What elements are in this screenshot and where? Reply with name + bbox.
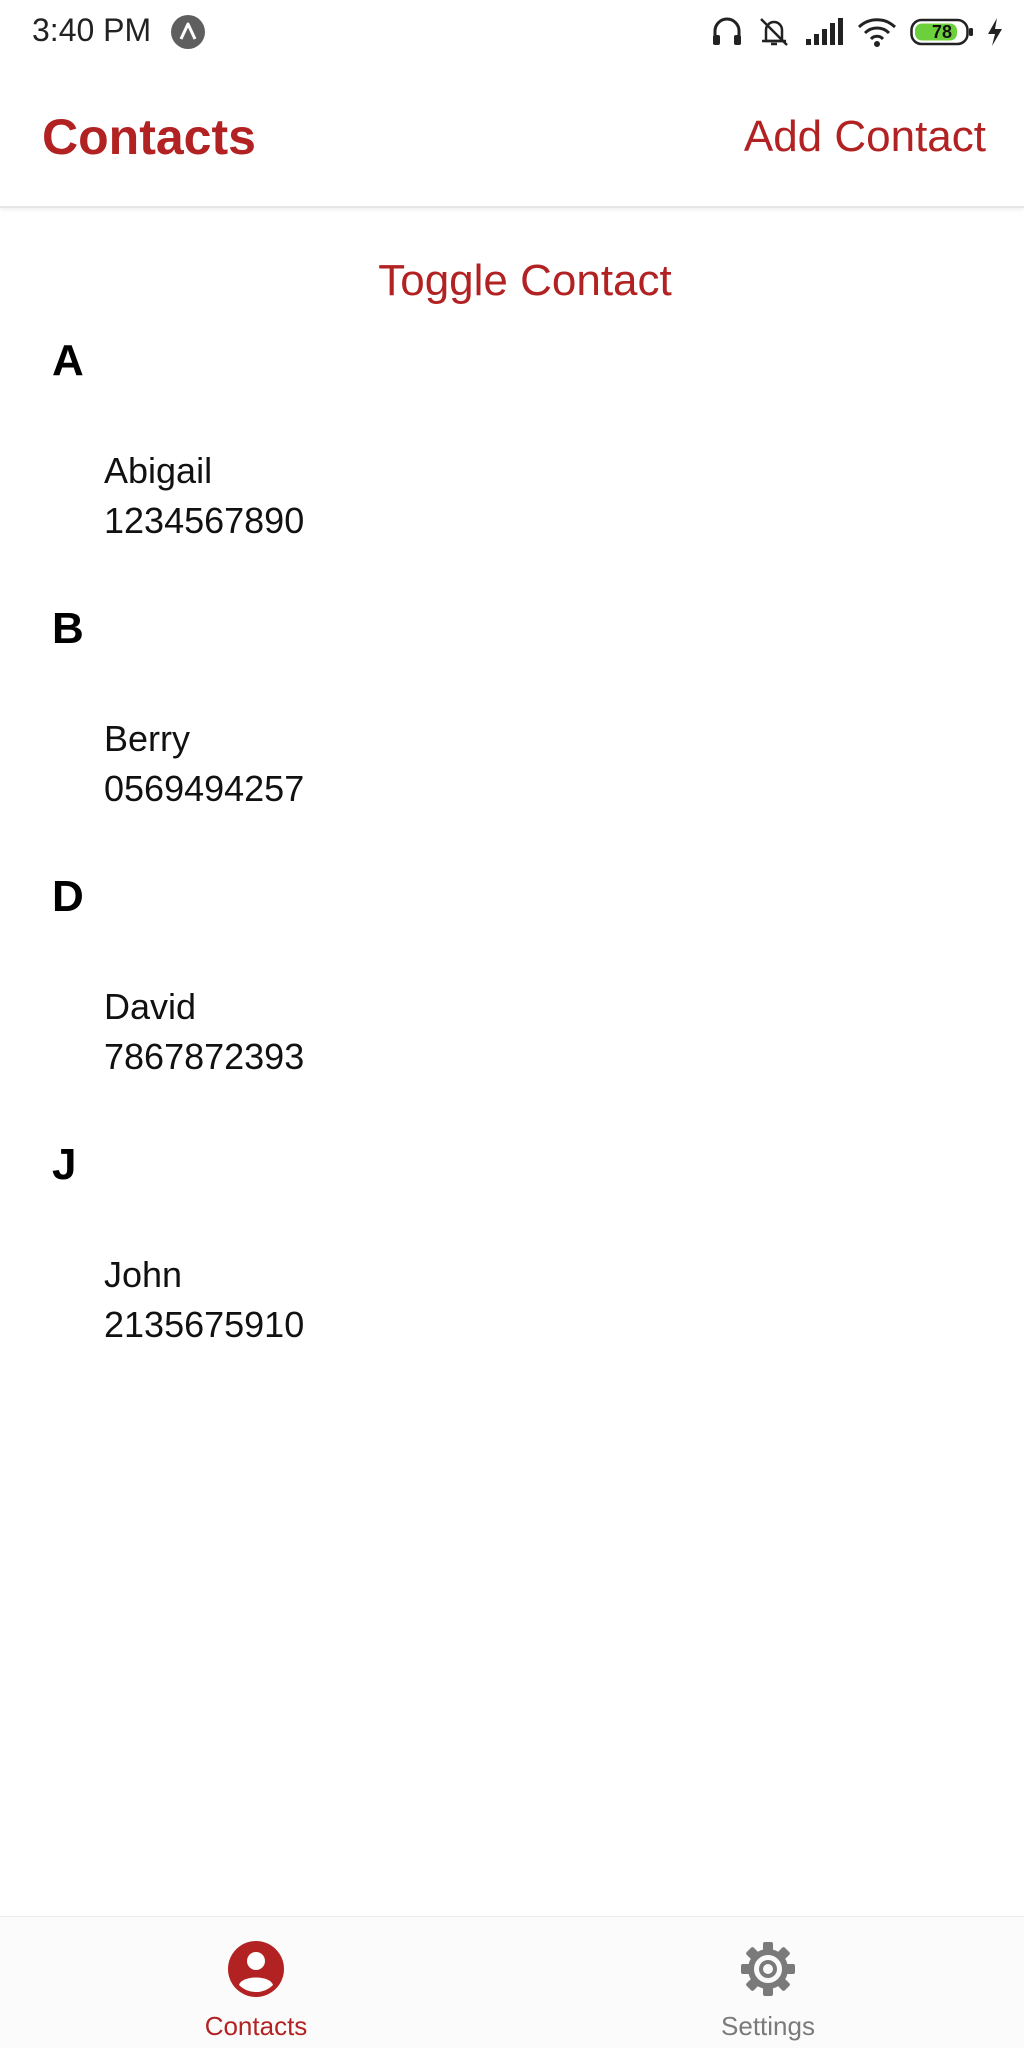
user-circle-icon (226, 1939, 286, 1999)
add-contact-button[interactable]: Add Contact (743, 112, 986, 161)
section-header: A (52, 336, 84, 385)
contact-item[interactable] (104, 982, 804, 1092)
headphones-icon (710, 15, 744, 49)
charging-icon (986, 17, 1004, 47)
tab-settings[interactable] (512, 1917, 1024, 2049)
contact-item[interactable] (104, 1250, 804, 1360)
contacts-list (0, 210, 1024, 1916)
tab-label: Settings (721, 2011, 815, 2041)
signal-icon (804, 17, 844, 47)
contact-name: David (104, 986, 197, 1027)
status-bar (0, 0, 1024, 64)
contact-name: Abigail (104, 450, 213, 491)
section-header: J (52, 1140, 77, 1189)
contact-phone: 7867872393 (104, 1036, 305, 1077)
bottom-tab-bar (0, 1916, 1024, 2048)
contact-name: John (104, 1254, 183, 1295)
battery-level: 78 (931, 21, 953, 42)
gear-icon (738, 1939, 798, 1999)
wifi-icon (856, 16, 898, 48)
contact-item[interactable] (104, 446, 804, 556)
tab-label: Contacts (204, 2011, 308, 2041)
section-header: D (52, 872, 84, 921)
app-header (0, 64, 1024, 208)
status-icons (710, 14, 1004, 50)
section-header: B (52, 604, 84, 653)
contact-name: Berry (104, 718, 191, 759)
mute-icon (756, 15, 792, 49)
contact-item[interactable] (104, 714, 804, 824)
tab-contacts[interactable] (0, 1917, 512, 2049)
contact-phone: 0569494257 (104, 768, 305, 809)
battery-icon (910, 18, 974, 46)
status-time: 3:40 PM (32, 12, 152, 48)
contact-phone: 2135675910 (104, 1304, 305, 1345)
toggle-contact-button[interactable]: Toggle Contact (378, 256, 672, 305)
app-icon (170, 14, 206, 50)
contact-phone: 1234567890 (104, 500, 305, 541)
page-title: Contacts (42, 109, 256, 165)
